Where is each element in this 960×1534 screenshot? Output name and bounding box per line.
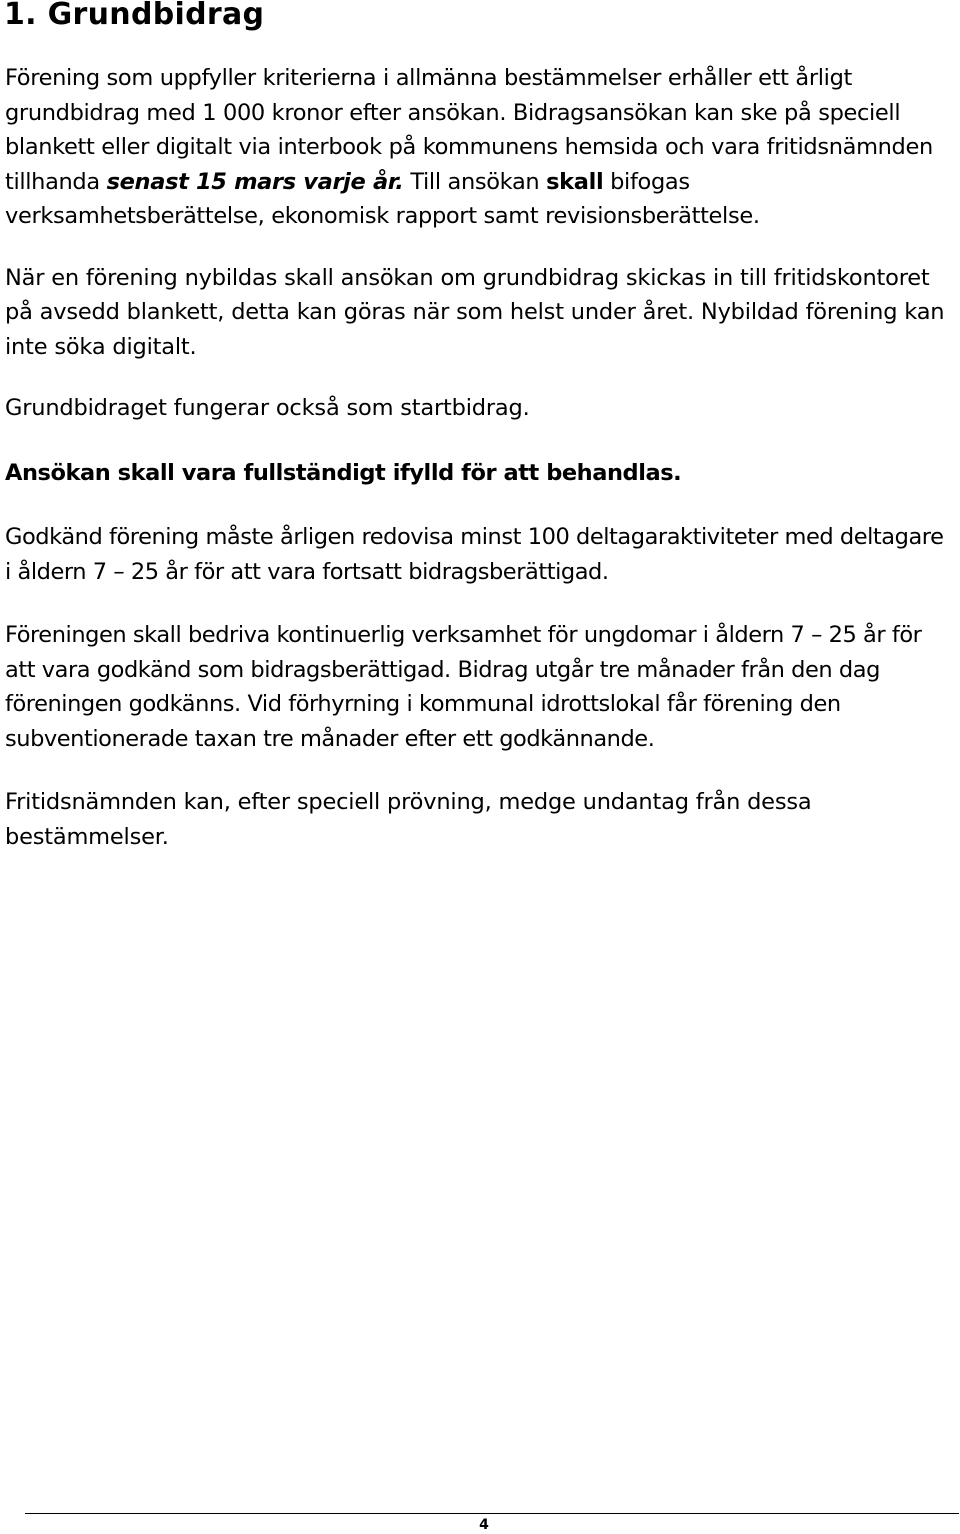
paragraph-text: Till ansökan [403, 168, 547, 195]
paragraph-text: bifogas verksamhetsberättelse, ekonomisk rapport samt revisionsberättelse. [5, 168, 760, 229]
deadline-emphasis: senast 15 mars varje år. [106, 168, 404, 195]
paragraph-activity-requirement: Godkänd förening måste årligen redovisa minst 100 deltagaraktiviteter med deltagare i åldern 7 – 25 år för att vara fortsatt bidragsberättigad. [5, 524, 944, 585]
paragraph-exceptions: Fritidsnämnden kan, efter speciell prövning, medge undantag från dessa bestämmelser. [5, 789, 812, 850]
paragraph-text: Förening som uppfyller kriterierna i allmänna bestämmelser erhåller ett årligt grundbidrag med 1 000 kronor efter ansökan. Bidragsansökan kan ske på speciell blankett eller digitalt via interbook på kommunens hemsida och vara fritidsnämnden tillhanda [5, 65, 933, 195]
footer-divider [25, 1513, 959, 1514]
section-heading: 1. Grundbidrag [4, 0, 265, 32]
paragraph-complete-application: Ansökan skall vara fullständigt ifylld för att behandlas. [5, 459, 682, 486]
document-body [5, 61, 955, 854]
paragraph-continuous-activity: Föreningen skall bedriva kontinuerlig verksamhet för ungdomar i åldern 7 – 25 år för att vara godkänd som bidragsberättigad. Bidrag utgår tre månader från den dag föreningen godkänns. Vid förhyrning i kommunal idrottslokal får förening den subventionerade taxan tre månader efter ett godkännande. [5, 622, 922, 752]
paragraph-application-rules [5, 61, 955, 234]
skall-emphasis: skall [546, 168, 604, 195]
page-number: 4 [479, 1517, 489, 1533]
paragraph-start-grant: Grundbidraget fungerar också som startbidrag. [5, 395, 530, 421]
paragraph-new-association: När en förening nybildas skall ansökan om grundbidrag skickas in till fritidskontoret på avsedd blankett, detta kan göras när som helst under året. Nybildad förening kan inte söka digitalt. [5, 264, 945, 360]
